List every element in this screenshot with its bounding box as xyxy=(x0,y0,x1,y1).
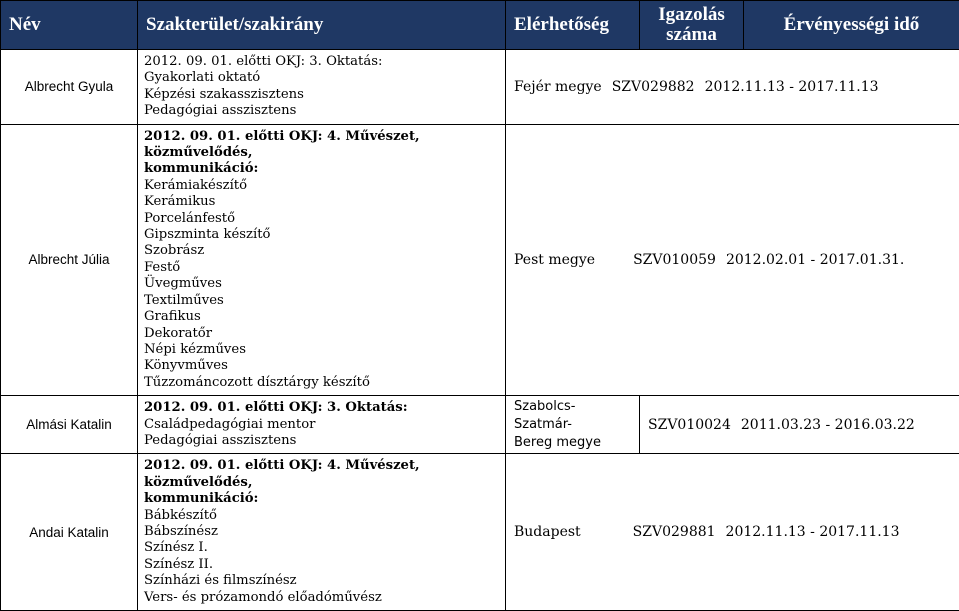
expert-name: Albrecht Gyula xyxy=(1,50,138,125)
specialty-item: Gipszminta készítő xyxy=(144,227,499,243)
expert-name: Albrecht Júlia xyxy=(1,124,138,396)
specialty-item: Bábszínész xyxy=(144,524,499,540)
specialty-heading: 2012. 09. 01. előtti OKJ: 3. Oktatás: xyxy=(144,400,499,416)
cert-number: SZV010059 xyxy=(633,252,716,268)
specialty-item: Kerámiakészítő xyxy=(144,178,499,194)
specialty-item: Porcelánfestő xyxy=(144,211,499,227)
specialty-cell xyxy=(138,124,506,396)
header-availability: Elérhetőség xyxy=(506,1,640,50)
specialty-item: Kerámikus xyxy=(144,194,499,210)
header-cert-line1: Igazolás xyxy=(658,4,725,25)
specialty-item: Tűzzománcozott dísztárgy készítő xyxy=(144,375,499,391)
specialty-heading: 2012. 09. 01. előtti OKJ: 3. Oktatás: xyxy=(144,54,499,70)
availability-line: Bereg megye xyxy=(514,434,631,452)
specialty-item: Képzési szakasszisztens xyxy=(144,87,499,103)
table-row xyxy=(1,396,959,454)
specialty-item: Dekoratőr xyxy=(144,326,499,342)
specialty-item: Színész II. xyxy=(144,557,499,573)
contact-cert-validity xyxy=(506,454,959,611)
cert-number: SZV029882 xyxy=(612,79,695,95)
specialty-item: Festő xyxy=(144,260,499,276)
specialty-item: Vers- és prózamondó előadóművész xyxy=(144,590,499,606)
specialty-cell xyxy=(138,50,506,125)
header-cert-line2: száma xyxy=(666,24,717,45)
header-validity: Érvényességi idő xyxy=(744,1,959,50)
specialty-cell xyxy=(138,454,506,611)
specialty-item: Gyakorlati oktató xyxy=(144,70,499,86)
contact-cert-validity xyxy=(506,50,959,125)
specialty-heading-cont: kommunikáció: xyxy=(144,161,499,177)
validity: 2011.03.23 - 2016.03.22 xyxy=(741,417,915,433)
cert-number: SZV010024 xyxy=(648,417,731,433)
validity: 2012.11.13 - 2017.11.13 xyxy=(726,524,900,540)
specialty-item: Családpedagógiai mentor xyxy=(144,417,499,433)
specialty-item: Szobrász xyxy=(144,243,499,259)
specialty-heading: 2012. 09. 01. előtti OKJ: 4. Művészet, közművelődés, xyxy=(144,129,499,162)
specialty-heading: 2012. 09. 01. előtti OKJ: 4. Művészet, közművelődés, xyxy=(144,458,499,491)
cert-number: SZV029881 xyxy=(633,524,716,540)
availability-cell xyxy=(506,396,640,454)
specialty-item: Textilműves xyxy=(144,293,499,309)
cert-validity xyxy=(640,396,959,454)
specialty-item: Pedagógiai asszisztens xyxy=(144,433,499,449)
specialty-item: Könyvműves xyxy=(144,358,499,374)
specialty-item: Grafikus xyxy=(144,309,499,325)
validity: 2012.11.13 - 2017.11.13 xyxy=(705,79,879,95)
table-row xyxy=(1,124,959,396)
header-cert-number xyxy=(640,1,744,50)
expert-name: Almási Katalin xyxy=(1,396,138,454)
availability: Pest megye xyxy=(514,252,595,268)
contact-cert-validity xyxy=(506,124,959,396)
specialty-item: Színész I. xyxy=(144,540,499,556)
specialty-item: Üvegműves xyxy=(144,276,499,292)
table-row xyxy=(1,454,959,611)
specialty-item: Népi kézműves xyxy=(144,342,499,358)
specialty-item: Bábkészítő xyxy=(144,508,499,524)
header-row xyxy=(1,1,959,50)
specialty-item: Pedagógiai asszisztens xyxy=(144,103,499,119)
validity: 2012.02.01 - 2017.01.31. xyxy=(726,252,904,268)
availability: Fejér megye xyxy=(514,79,602,95)
header-name: Név xyxy=(1,1,138,50)
specialty-item: Színházi és filmszínész xyxy=(144,573,499,589)
expert-name: Andai Katalin xyxy=(1,454,138,611)
availability: Budapest xyxy=(514,524,581,540)
specialty-cell xyxy=(138,396,506,454)
availability-line: Szabolcs-Szatmár- xyxy=(514,398,631,434)
specialty-heading-cont: kommunikáció: xyxy=(144,491,499,507)
table-row xyxy=(1,50,959,125)
header-specialty: Szakterület/szakirány xyxy=(138,1,506,50)
